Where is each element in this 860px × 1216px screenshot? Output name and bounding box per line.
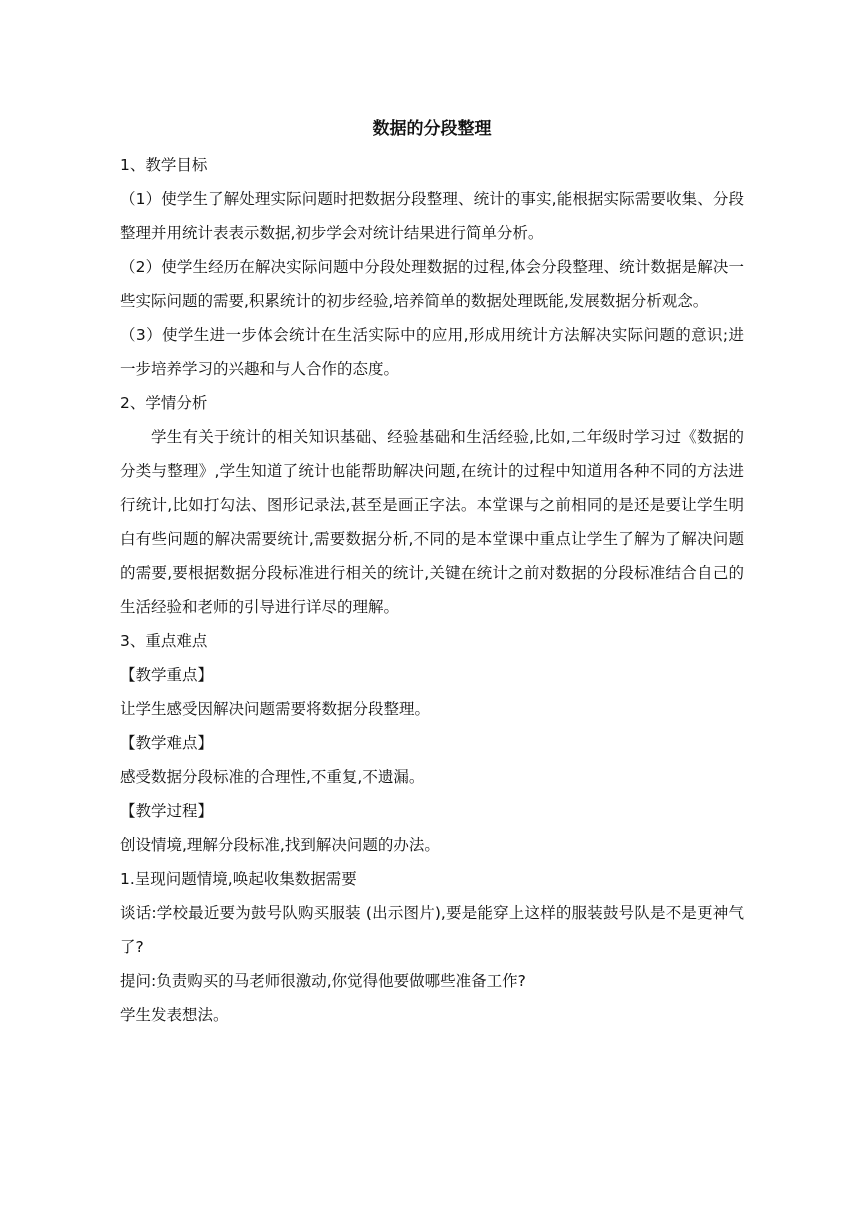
document-title: 数据的分段整理	[372, 119, 492, 139]
difficulty-text: 感受数据分段标准的合理性,不重复,不遗漏。	[120, 768, 425, 786]
analysis-paragraph: 学生有关于统计的相关知识基础、经验基础和生活经验,比如,二年级时学习过《数据的分类与整理》,学生知道了统计也能帮助解决问题,在统计的过程中知道用各种不同的方法进行统计,比如打勾法、图形记录法,甚至是画正字法。本堂课与之前相同的是还是要让学生明白有些问题的解决需要统计,需要数据分析,不同的是本堂课中重点让学生了解为了解决问题的需要,要根据数据分段标准进行相关的统计,关键在统计之前对数据的分段标准结合自己的生活经验和老师的引导进行详尽的理解。	[120, 428, 744, 616]
section-heading-analysis: 2、学情分析	[120, 394, 208, 412]
goal-paragraph-3: （3）使学生进一步体会统计在生活实际中的应用,形成用统计方法解决实际问题的意识;进一步培养学习的兴趣和与人合作的态度。	[120, 326, 744, 378]
section-heading-key-points: 3、重点难点	[120, 632, 208, 650]
key-point-label: 【教学重点】	[120, 666, 214, 684]
section-heading-goals: 1、教学目标	[120, 156, 208, 174]
difficulty-label: 【教学难点】	[120, 734, 214, 752]
step1-heading: 1.呈现问题情境,唤起收集数据需要	[120, 870, 357, 888]
question-paragraph: 提问:负责购买的马老师很激动,你觉得他要做哪些准备工作?	[120, 972, 526, 990]
document-page	[120, 110, 744, 1032]
talk-paragraph: 谈话:学校最近要为鼓号队购买服装 (出示图片),要是能穿上这样的服装鼓号队是不是更神气了?	[120, 904, 744, 956]
goal-paragraph-1: （1）使学生了解处理实际问题时把数据分段整理、统计的事实,能根据实际需要收集、分段整理并用统计表表示数据,初步学会对统计结果进行简单分析。	[120, 190, 744, 242]
process-text: 创设情境,理解分段标准,找到解决问题的办法。	[120, 836, 440, 854]
process-label: 【教学过程】	[120, 802, 214, 820]
student-paragraph: 学生发表想法。	[120, 1006, 229, 1024]
key-point-text: 让学生感受因解决问题需要将数据分段整理。	[120, 700, 431, 718]
goal-paragraph-2: （2）使学生经历在解决实际问题中分段处理数据的过程,体会分段整理、统计数据是解决一些实际问题的需要,积累统计的初步经验,培养简单的数据处理既能,发展数据分析观念。	[120, 258, 744, 310]
